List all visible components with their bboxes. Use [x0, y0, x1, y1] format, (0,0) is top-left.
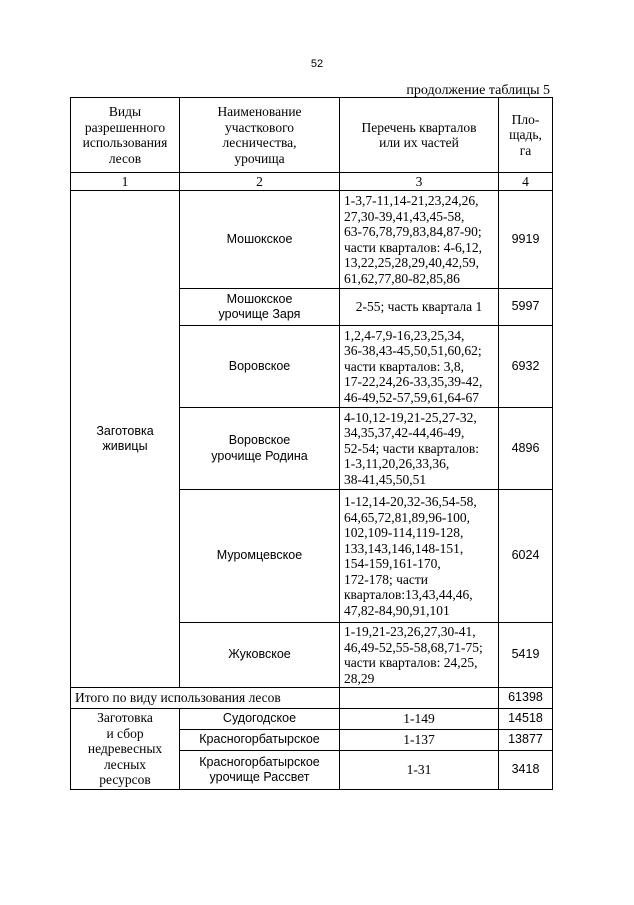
column-number: 4	[499, 173, 553, 191]
header-row	[71, 98, 553, 173]
quarters-cell: 1-19,21-23,26,27,30-41, 46,49-52,55-58,68,71-75; части кварталов: 24,25, 28,29	[340, 623, 499, 688]
quarters-cell: 1-137	[340, 730, 499, 751]
table-continuation-caption: продолжение таблицы 5	[406, 83, 550, 98]
area-cell: 3418	[499, 751, 553, 790]
forest-usage-table	[70, 97, 553, 790]
quarters-cell: 1-3,7-11,14-21,23,24,26, 27,30-39,41,43,45-58, 63-76,78,79,83,84,87-90; части кварталов: 4-6,12, 13,22,25,28,29,40,42,59, 61,62,77,80-82,85,86	[340, 191, 499, 289]
table-row	[71, 709, 553, 730]
forestry-name-cell: Мошокское	[180, 191, 340, 289]
usage-type-cell: Заготовка и сбор недревесных лесных ресурсов	[71, 709, 180, 790]
column-number-row	[71, 173, 553, 191]
header-usage-type: Виды разрешенного использования лесов	[71, 98, 180, 173]
quarters-cell: 1-31	[340, 751, 499, 790]
area-cell: 5997	[499, 289, 553, 326]
forestry-name-cell: Красногорбатырское урочище Рассвет	[180, 751, 340, 790]
forestry-name-cell: Воровское урочище Родина	[180, 408, 340, 490]
table-row	[71, 191, 553, 289]
area-cell: 6024	[499, 490, 553, 623]
area-cell: 5419	[499, 623, 553, 688]
forestry-name-cell: Судогодское	[180, 709, 340, 730]
total-area: 61398	[499, 688, 553, 709]
quarters-cell: 4-10,12-19,21-25,27-32, 34,35,37,42-44,46-49, 52-54; части кварталов: 1-3,11,20,26,33,36, 38-41,45,50,51	[340, 408, 499, 490]
header-quarters-list: Перечень кварталов или их частей	[340, 98, 499, 173]
column-number: 3	[340, 173, 499, 191]
header-forestry-name: Наименование участкового лесничества, урочища	[180, 98, 340, 173]
forestry-name-cell: Жуковское	[180, 623, 340, 688]
header-area: Пло- щадь, га	[499, 98, 553, 173]
column-number: 2	[180, 173, 340, 191]
area-cell: 9919	[499, 191, 553, 289]
forestry-name-cell: Красногорбатырское	[180, 730, 340, 751]
quarters-cell: 1-12,14-20,32-36,54-58, 64,65,72,81,89,96-100, 102,109-114,119-128, 133,143,146,148-151, 154-159,161-170, 172-178; части кварталов:13,43,44,46, 47,82-84,90,91,101	[340, 490, 499, 623]
usage-type-cell: Заготовка живицы	[71, 191, 180, 688]
area-cell: 14518	[499, 709, 553, 730]
forestry-name-cell: Мошокское урочище Заря	[180, 289, 340, 326]
area-cell: 4896	[499, 408, 553, 490]
page-number: 52	[310, 58, 324, 70]
forestry-name-cell: Воровское	[180, 326, 340, 408]
area-cell: 13877	[499, 730, 553, 751]
total-row	[71, 688, 553, 709]
total-label: Итого по виду использования лесов	[71, 688, 340, 709]
quarters-cell: 1-149	[340, 709, 499, 730]
column-number: 1	[71, 173, 180, 191]
area-cell: 6932	[499, 326, 553, 408]
total-quarters	[340, 688, 499, 709]
forestry-name-cell: Муромцевское	[180, 490, 340, 623]
quarters-cell: 1,2,4-7,9-16,23,25,34, 36-38,43-45,50,51,60,62; части кварталов: 3,8, 17-22,24,26-33,35,39-42, 46-49,52-57,59,61,64-67	[340, 326, 499, 408]
quarters-cell: 2-55; часть квартала 1	[340, 289, 499, 326]
